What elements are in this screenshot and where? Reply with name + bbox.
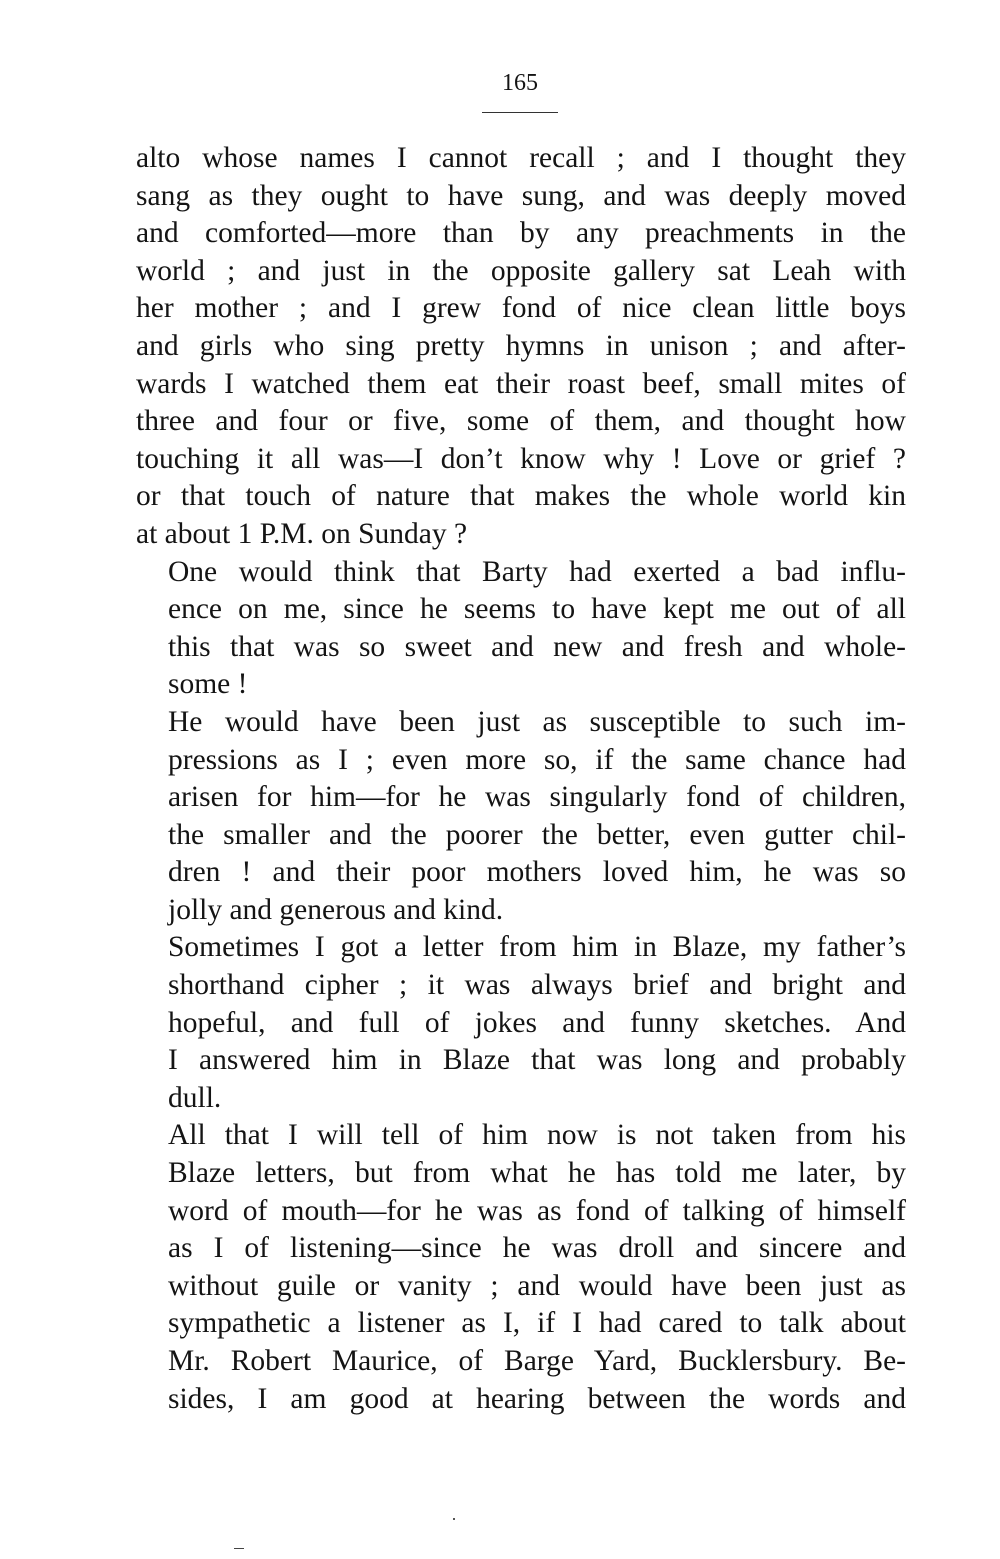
text-line: as I of listening—since he was droll and sincere and: [168, 1232, 906, 1265]
body-text: [136, 140, 906, 1418]
text-line: at about 1 P.M. on Sunday ?: [136, 517, 468, 550]
paragraph: [136, 140, 906, 554]
text-line: and comforted—more than by any preachments in the: [136, 217, 906, 250]
paragraph: [136, 704, 906, 930]
text-line: Sometimes I got a letter from him in Blaze, my father’s: [168, 931, 906, 964]
text-line: sympathetic a listener as I, if I had cared to talk about: [168, 1307, 906, 1340]
text-line: three and four or five, some of them, and thought how: [136, 405, 906, 438]
print-speck: [453, 1518, 455, 1520]
text-line: without guile or vanity ; and would have been just as: [168, 1269, 906, 1302]
text-line: pressions as I ; even more so, if the same chance had: [168, 743, 906, 776]
text-line: Blaze letters, but from what he has told me later, by: [168, 1157, 906, 1190]
text-line: touching it all was—I don’t know why ! Love or grief ?: [136, 442, 906, 475]
text-line: or that touch of nature that makes the whole world kin: [136, 480, 906, 513]
paragraph: [136, 554, 906, 704]
text-line: word of mouth—for he was as fond of talking of himself: [168, 1194, 906, 1227]
text-line: dren ! and their poor mothers loved him, he was so: [168, 856, 906, 889]
text-line: I answered him in Blaze that was long and probably: [168, 1044, 906, 1077]
text-line: this that was so sweet and new and fresh and whole-: [168, 630, 906, 663]
text-line: arisen for him—for he was singularly fond of children,: [168, 781, 906, 814]
paragraph: [136, 1117, 906, 1418]
text-line: All that I will tell of him now is not taken from his: [168, 1119, 906, 1152]
text-line: jolly and generous and kind.: [168, 893, 504, 926]
text-line: dull.: [168, 1081, 222, 1114]
text-line: sang as they ought to have sung, and was deeply moved: [136, 179, 906, 212]
text-line: and girls who sing pretty hymns in unison ; and after-: [136, 329, 906, 362]
text-line: the smaller and the poorer the better, even gutter chil-: [168, 818, 906, 851]
text-line: some !: [168, 668, 248, 701]
text-line: world ; and just in the opposite gallery sat Leah with: [136, 254, 906, 287]
text-line: He would have been just as susceptible to such im-: [168, 705, 906, 738]
page-number: 165: [502, 70, 538, 96]
text-line: One would think that Barty had exerted a bad influ-: [168, 555, 906, 588]
text-line: her mother ; and I grew fond of nice clean little boys: [136, 292, 906, 325]
header-rule: [482, 112, 558, 113]
text-line: sides, I am good at hearing between the words and: [168, 1382, 906, 1415]
print-mark: [234, 1548, 244, 1549]
paragraph: [136, 929, 906, 1117]
text-line: wards I watched them eat their roast beef, small mites of: [136, 367, 906, 400]
text-line: alto whose names I cannot recall ; and I thought they: [136, 142, 906, 174]
text-line: hopeful, and full of jokes and funny sketches. And: [168, 1006, 906, 1039]
text-line: Mr. Robert Maurice, of Barge Yard, Bucklersbury. Be-: [168, 1345, 906, 1377]
text-line: shorthand cipher ; it was always brief and bright and: [168, 969, 906, 1002]
text-line: ence on me, since he seems to have kept me out of all: [168, 593, 906, 626]
